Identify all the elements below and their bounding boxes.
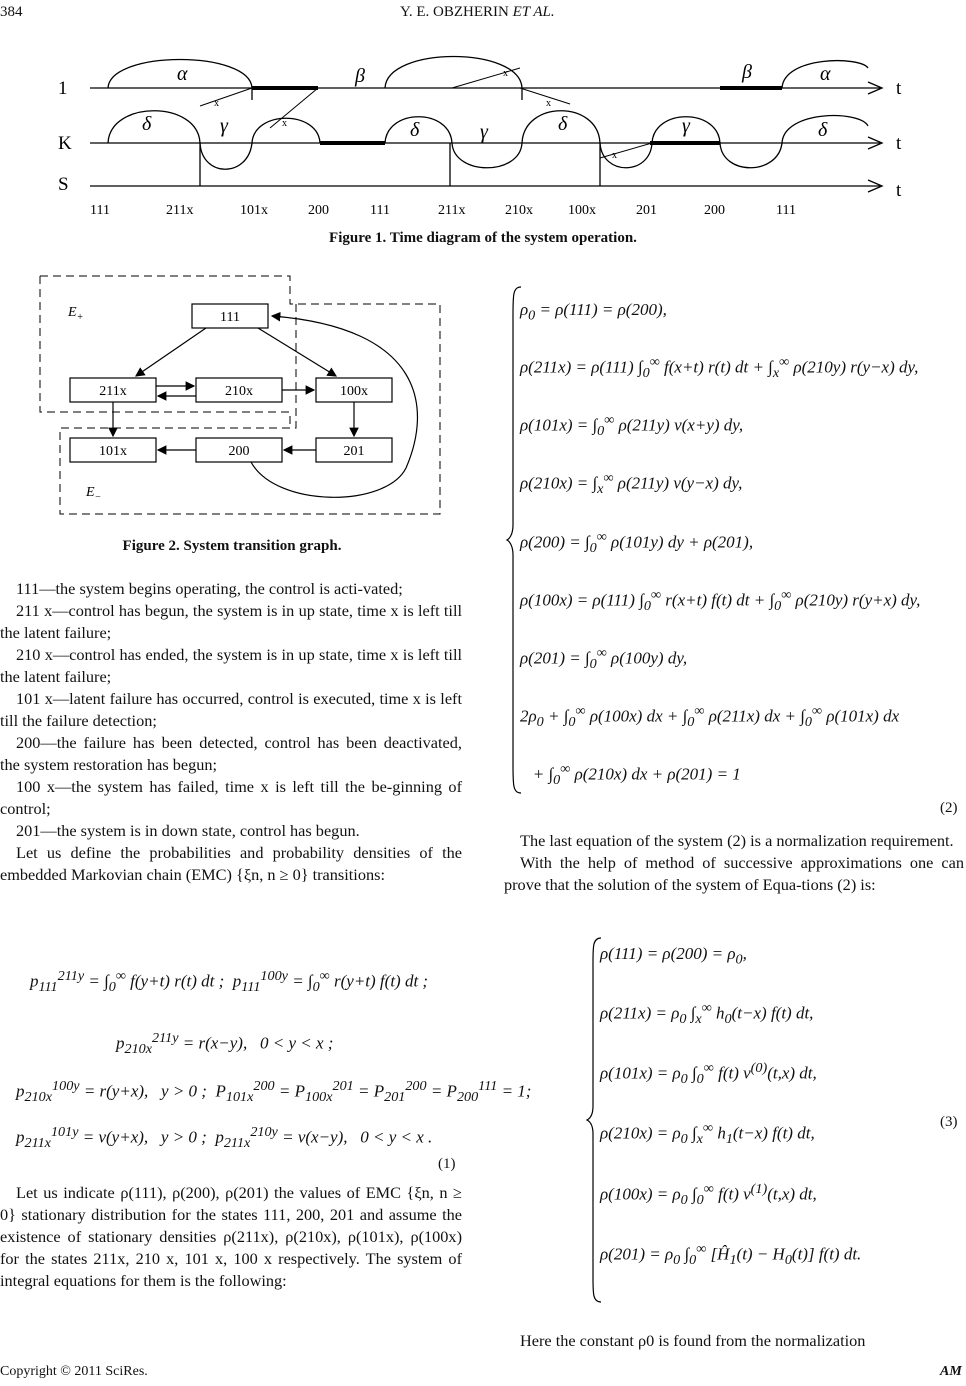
svg-text:α: α (177, 63, 188, 85)
svg-text:E−: $E_-$ (86, 485, 102, 503)
svg-text:t: t (896, 180, 902, 201)
left-text-block (0, 578, 462, 886)
svg-text:100x: 100x (568, 203, 596, 218)
figure1-caption: Figure 1. Time diagram of the system operation. (329, 230, 637, 246)
eq1-line3: $p_{210x}^{100y} = r(y+x)$, y > 0 ; $P_{101x}^{200} = P_{100x}^{201} = P_{201}^{200} = P_{200}^{111} = 1$; (16, 1078, 532, 1106)
running-title: Y. E. OBZHERIN ET AL. (400, 4, 555, 20)
eq1-line1: $p_{111}^{211y} = \int_0^\infty$ f(y+t) r(t) dt ; $p_{111}^{100y} = \int_0^\infty$ r(y+t) f(t) dt ; (30, 968, 429, 996)
right-text-block-2 (504, 1330, 964, 1352)
svg-text:1: 1 (58, 78, 68, 99)
figure1-time-diagram (50, 48, 920, 224)
svg-text:200: 200 (704, 203, 725, 218)
eq1-line4: $p_{211x}^{101y} = v(y+x)$, y > 0 ; $p_{211x}^{210y} = v(x-y)$, 0 < y < x . (16, 1124, 433, 1152)
svg-text:δ: δ (818, 119, 828, 141)
state-211x-desc: 211 x—control has begun, the system is in up state, time x is left till the latent failure; (0, 601, 462, 642)
state-100x-desc: 100 x—the system has failed, time x is left till the be-ginning of control; (0, 777, 462, 818)
svg-text:111: 111 (90, 203, 110, 218)
svg-text:γ: γ (220, 115, 228, 137)
svg-text:111: 111 (370, 203, 390, 218)
eq2-system: $\rho_0 = \rho(111) = \rho(200)$, ρ(211x) = ρ(111) $\int_0^\infty$ f(x+t) r(t) dt + $\int_x^\infty$ ρ(210y) r(y−x) dy, $\rho(101x) = \int_0^\infty$ ρ(211y) v(x+y) dy, $\rho(210x) = \int_x^\infty$ ρ(211y) v(y−x) dy, $\rho(200) = \int_0^\infty$ ρ(101y) dy + ρ(201), ρ(100x) = ρ(111) $\int_0^\infty$ r(x+t) f(t) dt + $\int_0^\infty$ ρ(210y) r(y+x) dy, $\rho(201) = \int_0^\infty$ ρ(100y) dy, $2\rho_0 + \int_0^\infty$ ρ(100x) dx + $\int_0^\infty$ ρ(211x) dx + $\int_0^\infty$ ρ(101x) dx + $\int_0^\infty$ ρ(210x) dx + ρ(201) = 1 (520, 300, 921, 788)
state-101x-desc: 101 x—latent failure has occurred, control is executed, time x is left till the failure detection; (0, 689, 462, 730)
svg-text:101x: 101x (99, 444, 127, 459)
svg-text:210x: 210x (505, 203, 533, 218)
svg-text:200: 200 (228, 444, 250, 459)
svg-text:211x: 211x (99, 384, 127, 399)
right-text-block (504, 830, 964, 896)
svg-text:x: x (282, 118, 287, 129)
svg-text:α: α (820, 63, 831, 85)
eq2-number: (2) (940, 800, 958, 816)
svg-text:x: x (546, 98, 551, 109)
eq1-number: (1) (438, 1156, 456, 1172)
svg-text:x: x (503, 68, 508, 79)
svg-text:211x: 211x (166, 203, 194, 218)
svg-text:200: 200 (308, 203, 329, 218)
svg-text:t: t (896, 78, 902, 99)
svg-text:x: x (612, 150, 617, 161)
journal-abbrev: AM (940, 1364, 962, 1379)
svg-text:E+: $E_+$ (68, 305, 84, 323)
svg-text:S: S (58, 174, 69, 195)
svg-text:t: t (896, 133, 902, 154)
svg-text:111: 111 (220, 310, 240, 325)
eq3-number: (3) (940, 1114, 958, 1130)
svg-text:γ: γ (480, 121, 488, 143)
svg-text:210x: 210x (225, 384, 253, 399)
svg-text:β: β (742, 61, 752, 83)
svg-text:111: 111 (776, 203, 796, 218)
copyright: Copyright © 2011 SciRes. (0, 1364, 148, 1379)
svg-text:γ: γ (682, 115, 690, 137)
constant-text: Here the constant ρ0 is found from the normalization (520, 1331, 866, 1350)
stationary-distribution-text: Let us indicate ρ(111), ρ(200), ρ(201) the values of EMC {ξn, n ≥ 0} stationary distribution for the states 111, 200, 201 and assume the existence of stationary densities ρ(211x), ρ(210x), ρ(101x), ρ(100x) for the states 211x, 210 x, 101 x, 100 x respectively. The system of integral equations for them is the following: (0, 1183, 462, 1290)
figure2-caption: Figure 2. System transition graph. (122, 538, 342, 554)
svg-text:x: x (214, 98, 219, 109)
figure2-transition-graph (36, 268, 446, 518)
state-210x-desc: 210 x—control has ended, the system is in up state, time x is left till the latent failure; (0, 645, 462, 686)
successive-approx-text: With the help of method of successive approximations one can prove that the solution of the system of Equa-tions (2) is: (504, 853, 964, 894)
svg-text:δ: δ (410, 119, 420, 141)
emc-definition-text: Let us define the probabilities and probability densities of the embedded Markovian chain (EMC) {ξn, n ≥ 0} transitions: (0, 843, 462, 884)
left-text-block-2 (0, 1182, 462, 1292)
svg-text:201: 201 (636, 203, 657, 218)
state-111-desc: 111—the system begins operating, the control is acti-vated; (16, 579, 403, 598)
page-number: 384 (0, 4, 23, 20)
svg-text:β: β (355, 65, 365, 87)
svg-text:δ: δ (558, 113, 568, 135)
svg-text:201: 201 (343, 444, 365, 459)
svg-text:K: K (58, 133, 72, 154)
svg-text:211x: 211x (438, 203, 466, 218)
state-200-desc: 200—the failure has been detected, control has been deactivated, the system restoration has begun; (0, 733, 462, 774)
state-201-desc: 201—the system is in down state, control has begun. (16, 821, 360, 840)
normalization-text: The last equation of the system (2) is a normalization requirement. (520, 831, 954, 850)
eq1-line2: $p_{210x}^{211y} = r(x-y)$, 0 < y < x ; (116, 1030, 334, 1058)
eq3-system: $\rho(111) = \rho(200) = \rho_0$, $\rho(211x) = \rho_0$ $\int_x^\infty$ $h_0(t-x)$ f(t) dt, $\rho(101x) = \rho_0$ $\int_0^\infty$ f(t) $\nu^{(0)}(t,x)$ dt, $\rho(210x) = \rho_0$ $\int_x^\infty$ $h_1(t-x)$ f(t) dt, $\rho(100x) = \rho_0$ $\int_0^\infty$ f(t) $\nu^{(1)}(t,x)$ dt, $\rho(201) = \rho_0$ $\int_0^\infty$ $[Ĥ_1(t) - H_0(t)]$ f(t) dt. (600, 944, 862, 1268)
svg-text:δ: δ (142, 113, 152, 135)
svg-text:101x: 101x (240, 203, 268, 218)
svg-text:100x: 100x (340, 384, 368, 399)
